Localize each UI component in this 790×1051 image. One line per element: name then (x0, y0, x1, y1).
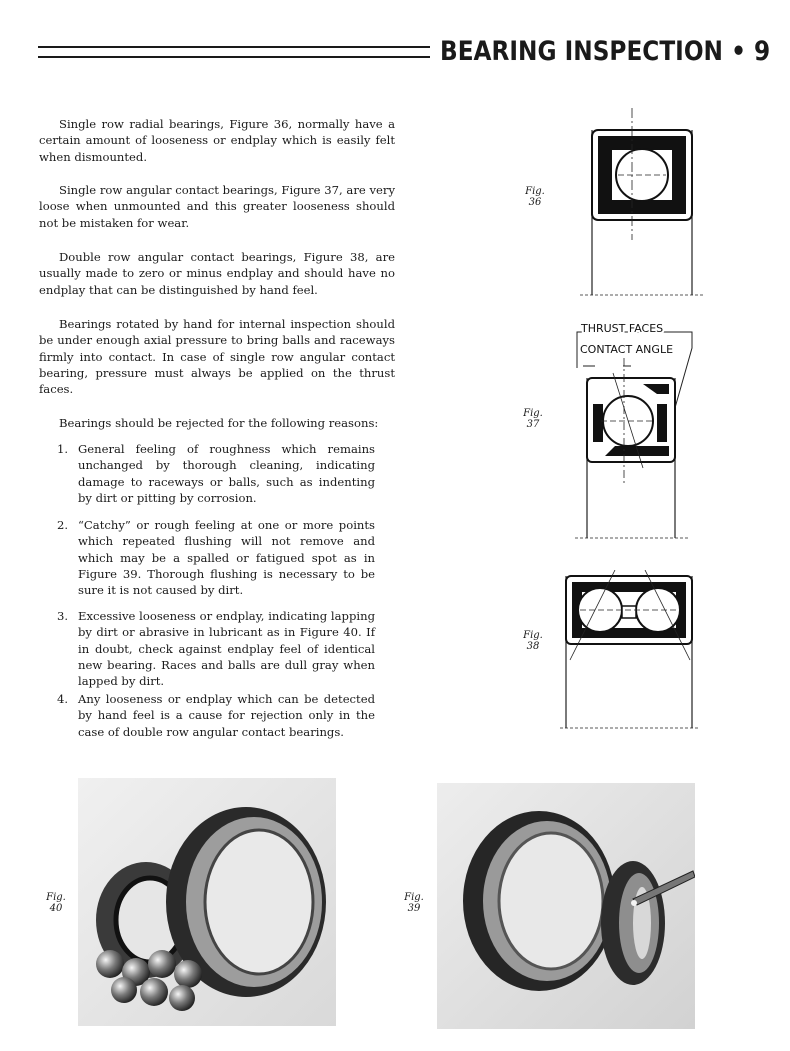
thrust-faces-label: THRUST FACES (581, 322, 664, 335)
list-text: Any looseness or endplay which can be detected by hand feel is a cause for rejection only in the case of double row angular contact bearings. (78, 692, 375, 739)
paragraph-double-row: Double row angular contact bearings, Figure 38, are usually made to zero or minus endplay and should have no endplay that can be distinguished by hand feel. (39, 250, 395, 297)
fig37-diagram (565, 318, 705, 543)
fig36-label: Fig. 36 (525, 186, 545, 208)
paragraph-rotation: Bearings rotated by hand for internal inspection should be under enough axial pressure to bring balls and raceways firmly into contact. In case of single row angular contact bearing, pressure must always be applied on the thrust faces. (39, 317, 395, 397)
contact-angle-label: CONTACT ANGLE (580, 343, 674, 356)
fig39-photo (437, 783, 695, 1029)
fig38-diagram (560, 570, 705, 735)
list-item (57, 441, 375, 506)
fig39-label: Fig. 39 (404, 892, 424, 914)
header-rule-bottom (38, 56, 430, 58)
fig40-label: Fig. 40 (46, 892, 66, 914)
list-text: “Catchy” or rough feeling at one or more points which repeated flushing will not remove and which may be a spalled or fatigued spot as in Figure 39. Thorough flushing is necessary to be sure it is not caused by dirt. (78, 518, 375, 598)
fig36-diagram (560, 100, 710, 300)
list-item (57, 608, 375, 689)
list-text: General feeling of roughness which remains unchanged by thorough cleaning, indicating damage to raceways or balls, such as indenting by dirt or pitting by corrosion. (78, 442, 375, 505)
list-number: 3. (57, 609, 69, 623)
header-rule-top (38, 46, 430, 48)
page-title: BEARING INSPECTION • 9 (440, 36, 771, 67)
list-number: 4. (57, 692, 69, 706)
list-item (57, 691, 375, 740)
fig40-photo (78, 778, 336, 1026)
list-item (57, 517, 375, 598)
paragraph-angular: Single row angular contact bearings, Figure 37, are very loose when unmounted and this greater looseness should not be mistaken for wear. (39, 183, 395, 230)
paragraph-radial: Single row radial bearings, Figure 36, normally have a certain amount of looseness or endplay which is easily felt when dismounted. (39, 117, 395, 164)
list-number: 2. (57, 518, 69, 532)
list-text: Excessive looseness or endplay, indicating lapping by dirt or abrasive in lubricant as in Figure 40. If in doubt, check against endplay feel of identical new bearing. Races and balls are dull gray when lapped by dirt. (78, 609, 375, 689)
paragraph-reject-intro: Bearings should be rejected for the following reasons: (59, 416, 379, 430)
fig37-label: Fig. 37 (523, 408, 543, 430)
fig38-label: Fig. 38 (523, 630, 543, 652)
list-number: 1. (57, 442, 69, 456)
